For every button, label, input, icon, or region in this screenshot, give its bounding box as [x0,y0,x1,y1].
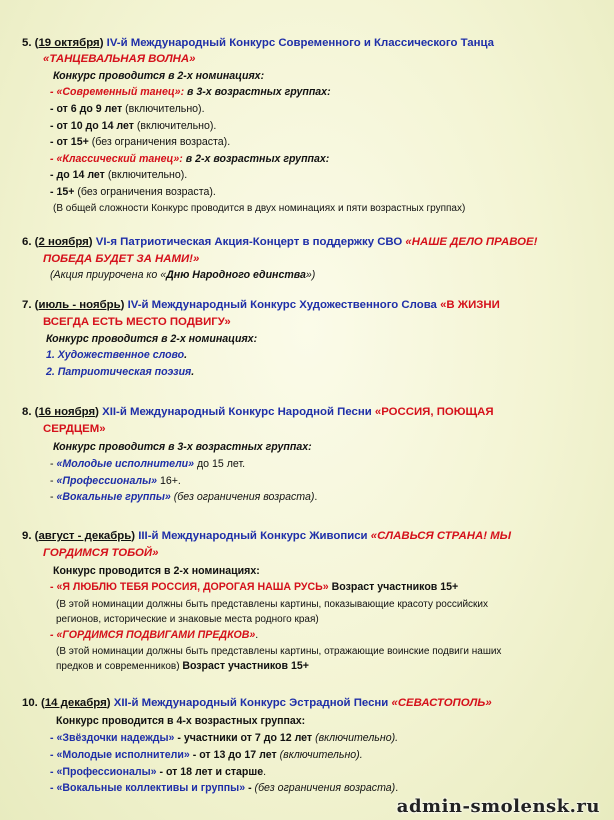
item-7-line: 1. Художественное слово. [46,349,188,361]
item-5-line: - от 10 до 14 лет (включительно). [50,120,217,132]
item-5-summary: (В общей сложности Конкурс проводится в двух номинациях и пяти возрастных группах) [53,203,466,214]
item-6-name-cont: ПОБЕДА БУДЕТ ЗА НАМИ!» [43,253,200,265]
item-8-intro: Конкурс проводится в 3-х возрастных группах: [53,441,312,453]
item-5-line: - от 6 до 9 лет (включительно). [50,103,205,115]
item-8-name-cont: СЕРДЦЕМ» [43,423,106,435]
item-9-name-cont: ГОРДИМСЯ ТОБОЙ» [43,547,159,559]
item-9-desc: (В этой номинации должны быть представлены картины, показывающие красоту российских [56,599,489,610]
item-8-line: - «Молодые исполнители» до 15 лет. [50,458,246,470]
item-5-heading: 5. (19 октября) IV-й Международный Конкурс Современного и Классического Танца [22,37,494,49]
item-9-desc: предков и современников) Возраст участников 15+ [56,660,309,672]
item-10-line: - «Молодые исполнители» - от 13 до 17 лет (включительно). [50,749,363,761]
item-5-line: - до 14 лет (включительно). [50,169,188,181]
item-5-line: - «Современный танец»: в 3-х возрастных группах: [50,86,331,98]
item-8-line: - «Профессионалы» 16+. [50,475,181,487]
item-5-line: - 15+ (без ограничения возраста). [50,186,216,198]
item-9-line: - «ГОРДИМСЯ ПОДВИГАМИ ПРЕДКОВ». [50,629,259,641]
item-5-line: - «Классический танец»: в 2-х возрастных группах: [50,153,330,165]
item-10-line: - «Вокальные коллективы и группы» - (без ограничения возраста). [50,782,399,794]
item-5-intro: Конкурс проводится в 2-х номинациях: [53,70,265,82]
item-6-heading: 6. (2 ноября) VI-я Патриотическая Акция-Концерт в поддержку СВО «НАШЕ ДЕЛО ПРАВОЕ! [22,236,538,248]
item-9-heading: 9. (август - декабрь) III-й Международный Конкурс Живописи «СЛАВЬСЯ СТРАНА! МЫ [22,530,512,542]
item-10-line: - «Звёздочки надежды» - участники от 7 до 12 лет (включительно). [50,732,399,744]
item-7-line: 2. Патриотическая поэзия. [46,366,195,378]
item-10-line: - «Профессионалы» - от 18 лет и старше. [50,766,267,778]
item-9-desc: регионов, исторические и знаковые места родного края) [56,614,319,625]
item-7-heading: 7. (июль - ноябрь) IV-й Международный Конкурс Художественного Слова «В ЖИЗНИ [22,299,500,311]
watermark: admin-smolensk.ru [396,796,600,817]
item-10-intro: Конкурс проводится в 4-х возрастных группах: [56,715,306,727]
item-9-intro: Конкурс проводится в 2-х номинациях: [53,565,260,577]
item-10-heading: 10. (14 декабря) XII-й Международный Конкурс Эстрадной Песни «СЕВАСТОПОЛЬ» [22,697,492,709]
item-5-line: - от 15+ (без ограничения возраста). [50,136,231,148]
item-6-note: (Акция приурочена ко «Дню Народного единства») [50,269,316,281]
item-9-line: - «Я ЛЮБЛЮ ТЕБЯ РОССИЯ, ДОРОГАЯ НАША РУСЬ» Возраст участников 15+ [50,581,459,593]
item-9-desc: (В этой номинации должны быть представлены картины, отражающие воинские подвиги наших [56,646,502,657]
item-8-line: - «Вокальные группы» (без ограничения возраста). [50,491,318,503]
item-7-name-cont: ВСЕГДА ЕСТЬ МЕСТО ПОДВИГУ» [43,316,231,328]
item-8-heading: 8. (16 ноября) XII-й Международный Конкурс Народной Песни «РОССИЯ, ПОЮЩАЯ [22,406,494,418]
item-5-name: «ТАНЦЕВАЛЬНАЯ ВОЛНА» [43,53,196,65]
item-7-intro: Конкурс проводится в 2-х номинациях: [46,333,258,345]
